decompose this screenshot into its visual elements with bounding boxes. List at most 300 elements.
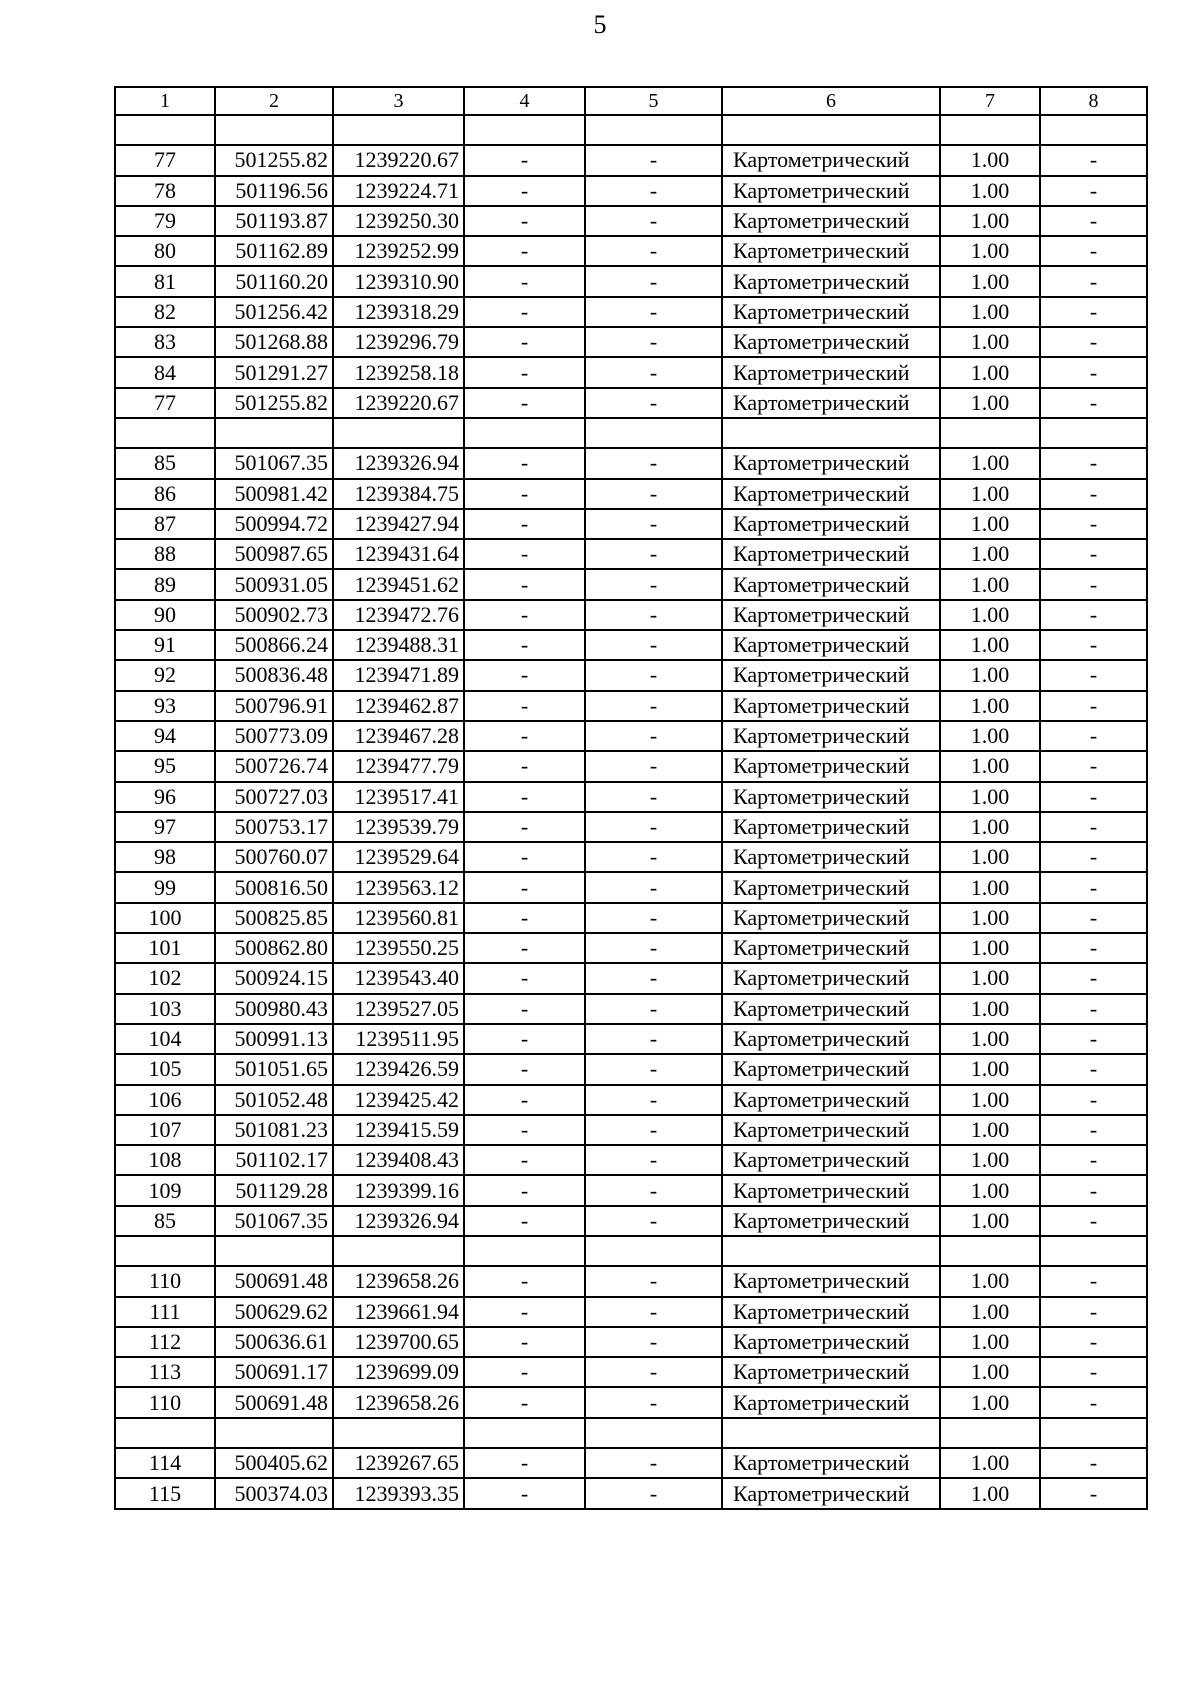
table-row bbox=[115, 782, 1147, 812]
accuracy-cell: 1.00 bbox=[940, 994, 1040, 1024]
point-number-cell: 110 bbox=[115, 1266, 215, 1296]
table-row bbox=[115, 236, 1147, 266]
method-cell: Картометрический bbox=[722, 266, 940, 296]
column-4-cell: - bbox=[464, 176, 585, 206]
method-cell: Картометрический bbox=[722, 751, 940, 781]
y-coordinate-cell: 1239267.65 bbox=[333, 1448, 464, 1478]
column-8-cell: - bbox=[1040, 266, 1147, 296]
method-cell: Картометрический bbox=[722, 933, 940, 963]
column-4-cell: - bbox=[464, 1357, 585, 1387]
column-4-cell: - bbox=[464, 1478, 585, 1508]
table-row bbox=[115, 721, 1147, 751]
accuracy-cell: 1.00 bbox=[940, 327, 1040, 357]
point-number-cell: 112 bbox=[115, 1327, 215, 1357]
column-8-cell: - bbox=[1040, 903, 1147, 933]
y-coordinate-cell bbox=[333, 1236, 464, 1266]
accuracy-cell: 1.00 bbox=[940, 479, 1040, 509]
y-coordinate-cell: 1239296.79 bbox=[333, 327, 464, 357]
point-number-cell bbox=[115, 418, 215, 448]
column-8-cell: - bbox=[1040, 1085, 1147, 1115]
method-cell: Картометрический bbox=[722, 721, 940, 751]
method-cell: Картометрический bbox=[722, 812, 940, 842]
point-number-cell: 115 bbox=[115, 1478, 215, 1508]
method-cell: Картометрический bbox=[722, 206, 940, 236]
method-cell bbox=[722, 1236, 940, 1266]
accuracy-cell: 1.00 bbox=[940, 1085, 1040, 1115]
column-header: 7 bbox=[940, 87, 1040, 115]
column-4-cell: - bbox=[464, 1054, 585, 1084]
column-4-cell: - bbox=[464, 1327, 585, 1357]
column-4-cell bbox=[464, 115, 585, 145]
y-coordinate-cell: 1239425.42 bbox=[333, 1085, 464, 1115]
method-cell: Картометрический bbox=[722, 1145, 940, 1175]
column-header: 8 bbox=[1040, 87, 1147, 115]
table-row bbox=[115, 751, 1147, 781]
column-5-cell: - bbox=[585, 1175, 722, 1205]
point-number-cell: 92 bbox=[115, 660, 215, 690]
table-row bbox=[115, 600, 1147, 630]
column-5-cell: - bbox=[585, 569, 722, 599]
method-cell: Картометрический bbox=[722, 448, 940, 478]
x-coordinate-cell: 500862.80 bbox=[215, 933, 333, 963]
point-number-cell: 110 bbox=[115, 1387, 215, 1417]
column-4-cell: - bbox=[464, 1145, 585, 1175]
y-coordinate-cell: 1239543.40 bbox=[333, 963, 464, 993]
point-number-cell: 96 bbox=[115, 782, 215, 812]
method-cell: Картометрический bbox=[722, 1478, 940, 1508]
table-row bbox=[115, 1297, 1147, 1327]
column-5-cell: - bbox=[585, 903, 722, 933]
separator-row bbox=[115, 1418, 1147, 1448]
method-cell: Картометрический bbox=[722, 357, 940, 387]
point-number-cell bbox=[115, 115, 215, 145]
column-4-cell: - bbox=[464, 600, 585, 630]
x-coordinate-cell: 501255.82 bbox=[215, 388, 333, 418]
point-number-cell: 104 bbox=[115, 1024, 215, 1054]
table-row bbox=[115, 448, 1147, 478]
table-row bbox=[115, 1327, 1147, 1357]
x-coordinate-cell: 501051.65 bbox=[215, 1054, 333, 1084]
column-8-cell: - bbox=[1040, 994, 1147, 1024]
x-coordinate-cell: 500691.48 bbox=[215, 1387, 333, 1417]
x-coordinate-cell: 501162.89 bbox=[215, 236, 333, 266]
column-4-cell: - bbox=[464, 266, 585, 296]
point-number-cell: 85 bbox=[115, 448, 215, 478]
accuracy-cell: 1.00 bbox=[940, 1206, 1040, 1236]
y-coordinate-cell: 1239477.79 bbox=[333, 751, 464, 781]
table-row bbox=[115, 297, 1147, 327]
table-row bbox=[115, 691, 1147, 721]
accuracy-cell: 1.00 bbox=[940, 1297, 1040, 1327]
x-coordinate-cell: 500994.72 bbox=[215, 509, 333, 539]
column-5-cell: - bbox=[585, 600, 722, 630]
accuracy-cell: 1.00 bbox=[940, 448, 1040, 478]
separator-row bbox=[115, 115, 1147, 145]
method-cell: Картометрический bbox=[722, 1115, 940, 1145]
y-coordinate-cell: 1239415.59 bbox=[333, 1115, 464, 1145]
accuracy-cell: 1.00 bbox=[940, 1357, 1040, 1387]
y-coordinate-cell bbox=[333, 418, 464, 448]
x-coordinate-cell: 501067.35 bbox=[215, 1206, 333, 1236]
y-coordinate-cell: 1239658.26 bbox=[333, 1266, 464, 1296]
y-coordinate-cell: 1239700.65 bbox=[333, 1327, 464, 1357]
column-5-cell: - bbox=[585, 630, 722, 660]
column-4-cell bbox=[464, 1418, 585, 1448]
point-number-cell: 87 bbox=[115, 509, 215, 539]
column-4-cell: - bbox=[464, 1448, 585, 1478]
accuracy-cell: 1.00 bbox=[940, 266, 1040, 296]
point-number-cell: 85 bbox=[115, 1206, 215, 1236]
column-5-cell: - bbox=[585, 176, 722, 206]
column-4-cell: - bbox=[464, 1024, 585, 1054]
y-coordinate-cell: 1239258.18 bbox=[333, 357, 464, 387]
column-5-cell: - bbox=[585, 1478, 722, 1508]
y-coordinate-cell: 1239220.67 bbox=[333, 145, 464, 175]
column-8-cell bbox=[1040, 418, 1147, 448]
x-coordinate-cell: 501052.48 bbox=[215, 1085, 333, 1115]
column-header: 2 bbox=[215, 87, 333, 115]
point-number-cell: 79 bbox=[115, 206, 215, 236]
column-4-cell: - bbox=[464, 842, 585, 872]
table-row bbox=[115, 388, 1147, 418]
column-5-cell: - bbox=[585, 388, 722, 418]
method-cell: Картометрический bbox=[722, 327, 940, 357]
column-4-cell: - bbox=[464, 236, 585, 266]
method-cell: Картометрический bbox=[722, 872, 940, 902]
y-coordinate-cell: 1239472.76 bbox=[333, 600, 464, 630]
column-5-cell: - bbox=[585, 236, 722, 266]
point-number-cell: 101 bbox=[115, 933, 215, 963]
method-cell: Картометрический bbox=[722, 1024, 940, 1054]
x-coordinate-cell: 500691.17 bbox=[215, 1357, 333, 1387]
method-cell: Картометрический bbox=[722, 842, 940, 872]
accuracy-cell: 1.00 bbox=[940, 782, 1040, 812]
y-coordinate-cell: 1239408.43 bbox=[333, 1145, 464, 1175]
accuracy-cell bbox=[940, 1418, 1040, 1448]
x-coordinate-cell bbox=[215, 1418, 333, 1448]
column-4-cell: - bbox=[464, 903, 585, 933]
table-row bbox=[115, 963, 1147, 993]
accuracy-cell bbox=[940, 418, 1040, 448]
x-coordinate-cell: 501193.87 bbox=[215, 206, 333, 236]
y-coordinate-cell: 1239431.64 bbox=[333, 539, 464, 569]
point-number-cell: 107 bbox=[115, 1115, 215, 1145]
column-4-cell: - bbox=[464, 569, 585, 599]
column-4-cell: - bbox=[464, 1085, 585, 1115]
y-coordinate-cell: 1239427.94 bbox=[333, 509, 464, 539]
column-5-cell: - bbox=[585, 1387, 722, 1417]
column-5-cell: - bbox=[585, 872, 722, 902]
point-number-cell: 105 bbox=[115, 1054, 215, 1084]
point-number-cell: 97 bbox=[115, 812, 215, 842]
x-coordinate-cell bbox=[215, 418, 333, 448]
table-row bbox=[115, 1115, 1147, 1145]
column-8-cell: - bbox=[1040, 872, 1147, 902]
y-coordinate-cell: 1239252.99 bbox=[333, 236, 464, 266]
column-5-cell: - bbox=[585, 539, 722, 569]
column-4-cell: - bbox=[464, 963, 585, 993]
method-cell: Картометрический bbox=[722, 1387, 940, 1417]
column-4-cell: - bbox=[464, 1206, 585, 1236]
column-5-cell: - bbox=[585, 509, 722, 539]
column-5-cell: - bbox=[585, 1357, 722, 1387]
y-coordinate-cell: 1239511.95 bbox=[333, 1024, 464, 1054]
column-4-cell: - bbox=[464, 1175, 585, 1205]
y-coordinate-cell: 1239451.62 bbox=[333, 569, 464, 599]
table-row bbox=[115, 479, 1147, 509]
accuracy-cell: 1.00 bbox=[940, 933, 1040, 963]
x-coordinate-cell: 500825.85 bbox=[215, 903, 333, 933]
column-4-cell: - bbox=[464, 509, 585, 539]
x-coordinate-cell: 500981.42 bbox=[215, 479, 333, 509]
point-number-cell: 93 bbox=[115, 691, 215, 721]
y-coordinate-cell: 1239550.25 bbox=[333, 933, 464, 963]
x-coordinate-cell: 500636.61 bbox=[215, 1327, 333, 1357]
table-row bbox=[115, 1448, 1147, 1478]
accuracy-cell bbox=[940, 115, 1040, 145]
table-row bbox=[115, 630, 1147, 660]
y-coordinate-cell: 1239326.94 bbox=[333, 1206, 464, 1236]
column-5-cell: - bbox=[585, 1206, 722, 1236]
method-cell: Картометрический bbox=[722, 660, 940, 690]
x-coordinate-cell: 500727.03 bbox=[215, 782, 333, 812]
method-cell: Картометрический bbox=[722, 994, 940, 1024]
accuracy-cell: 1.00 bbox=[940, 297, 1040, 327]
y-coordinate-cell: 1239467.28 bbox=[333, 721, 464, 751]
y-coordinate-cell: 1239318.29 bbox=[333, 297, 464, 327]
accuracy-cell: 1.00 bbox=[940, 1478, 1040, 1508]
separator-row bbox=[115, 418, 1147, 448]
x-coordinate-cell: 500931.05 bbox=[215, 569, 333, 599]
x-coordinate-cell: 501255.82 bbox=[215, 145, 333, 175]
point-number-cell: 89 bbox=[115, 569, 215, 599]
column-4-cell: - bbox=[464, 145, 585, 175]
table-row bbox=[115, 569, 1147, 599]
method-cell: Картометрический bbox=[722, 1327, 940, 1357]
y-coordinate-cell: 1239488.31 bbox=[333, 630, 464, 660]
column-4-cell: - bbox=[464, 357, 585, 387]
column-header: 3 bbox=[333, 87, 464, 115]
method-cell bbox=[722, 115, 940, 145]
method-cell: Картометрический bbox=[722, 388, 940, 418]
column-4-cell: - bbox=[464, 388, 585, 418]
y-coordinate-cell: 1239224.71 bbox=[333, 176, 464, 206]
method-cell bbox=[722, 418, 940, 448]
column-5-cell: - bbox=[585, 1327, 722, 1357]
x-coordinate-cell: 501291.27 bbox=[215, 357, 333, 387]
table-row bbox=[115, 660, 1147, 690]
column-4-cell: - bbox=[464, 539, 585, 569]
table-row bbox=[115, 509, 1147, 539]
accuracy-cell: 1.00 bbox=[940, 1266, 1040, 1296]
x-coordinate-cell bbox=[215, 115, 333, 145]
y-coordinate-cell: 1239426.59 bbox=[333, 1054, 464, 1084]
table-row bbox=[115, 903, 1147, 933]
table-row bbox=[115, 266, 1147, 296]
column-8-cell: - bbox=[1040, 1054, 1147, 1084]
point-number-cell: 90 bbox=[115, 600, 215, 630]
column-5-cell: - bbox=[585, 1297, 722, 1327]
column-8-cell bbox=[1040, 1236, 1147, 1266]
method-cell: Картометрический bbox=[722, 297, 940, 327]
accuracy-cell: 1.00 bbox=[940, 1175, 1040, 1205]
column-4-cell bbox=[464, 418, 585, 448]
y-coordinate-cell: 1239462.87 bbox=[333, 691, 464, 721]
accuracy-cell: 1.00 bbox=[940, 600, 1040, 630]
point-number-cell: 102 bbox=[115, 963, 215, 993]
x-coordinate-cell: 501256.42 bbox=[215, 297, 333, 327]
column-8-cell: - bbox=[1040, 145, 1147, 175]
accuracy-cell: 1.00 bbox=[940, 1054, 1040, 1084]
column-header: 1 bbox=[115, 87, 215, 115]
table-body bbox=[115, 87, 1147, 1509]
column-8-cell: - bbox=[1040, 1478, 1147, 1508]
method-cell bbox=[722, 1418, 940, 1448]
table-row bbox=[115, 1357, 1147, 1387]
x-coordinate-cell: 500866.24 bbox=[215, 630, 333, 660]
y-coordinate-cell: 1239699.09 bbox=[333, 1357, 464, 1387]
column-5-cell: - bbox=[585, 206, 722, 236]
table-row bbox=[115, 812, 1147, 842]
column-4-cell: - bbox=[464, 1387, 585, 1417]
table-row bbox=[115, 933, 1147, 963]
column-8-cell: - bbox=[1040, 388, 1147, 418]
x-coordinate-cell: 500836.48 bbox=[215, 660, 333, 690]
column-8-cell: - bbox=[1040, 357, 1147, 387]
x-coordinate-cell: 501129.28 bbox=[215, 1175, 333, 1205]
column-4-cell: - bbox=[464, 751, 585, 781]
column-5-cell: - bbox=[585, 1145, 722, 1175]
method-cell: Картометрический bbox=[722, 479, 940, 509]
accuracy-cell: 1.00 bbox=[940, 145, 1040, 175]
method-cell: Картометрический bbox=[722, 782, 940, 812]
x-coordinate-cell: 500753.17 bbox=[215, 812, 333, 842]
column-5-cell: - bbox=[585, 448, 722, 478]
column-8-cell: - bbox=[1040, 479, 1147, 509]
accuracy-cell bbox=[940, 1236, 1040, 1266]
x-coordinate-cell: 500760.07 bbox=[215, 842, 333, 872]
point-number-cell: 111 bbox=[115, 1297, 215, 1327]
table-row bbox=[115, 145, 1147, 175]
accuracy-cell: 1.00 bbox=[940, 721, 1040, 751]
column-8-cell: - bbox=[1040, 1327, 1147, 1357]
accuracy-cell: 1.00 bbox=[940, 569, 1040, 599]
column-8-cell: - bbox=[1040, 1266, 1147, 1296]
column-8-cell: - bbox=[1040, 206, 1147, 236]
y-coordinate-cell: 1239539.79 bbox=[333, 812, 464, 842]
column-5-cell bbox=[585, 115, 722, 145]
column-5-cell: - bbox=[585, 1054, 722, 1084]
column-5-cell bbox=[585, 1236, 722, 1266]
x-coordinate-cell: 500726.74 bbox=[215, 751, 333, 781]
column-4-cell: - bbox=[464, 812, 585, 842]
y-coordinate-cell: 1239661.94 bbox=[333, 1297, 464, 1327]
column-8-cell: - bbox=[1040, 842, 1147, 872]
accuracy-cell: 1.00 bbox=[940, 509, 1040, 539]
column-4-cell: - bbox=[464, 1266, 585, 1296]
column-5-cell: - bbox=[585, 751, 722, 781]
accuracy-cell: 1.00 bbox=[940, 691, 1040, 721]
accuracy-cell: 1.00 bbox=[940, 236, 1040, 266]
x-coordinate-cell: 500691.48 bbox=[215, 1266, 333, 1296]
table-row bbox=[115, 539, 1147, 569]
y-coordinate-cell: 1239384.75 bbox=[333, 479, 464, 509]
point-number-cell: 82 bbox=[115, 297, 215, 327]
y-coordinate-cell bbox=[333, 1418, 464, 1448]
point-number-cell: 94 bbox=[115, 721, 215, 751]
point-number-cell: 84 bbox=[115, 357, 215, 387]
method-cell: Картометрический bbox=[722, 176, 940, 206]
column-5-cell: - bbox=[585, 933, 722, 963]
column-8-cell bbox=[1040, 1418, 1147, 1448]
column-4-cell: - bbox=[464, 630, 585, 660]
accuracy-cell: 1.00 bbox=[940, 812, 1040, 842]
y-coordinate-cell: 1239658.26 bbox=[333, 1387, 464, 1417]
point-number-cell: 78 bbox=[115, 176, 215, 206]
column-8-cell: - bbox=[1040, 812, 1147, 842]
column-8-cell: - bbox=[1040, 1357, 1147, 1387]
table-row bbox=[115, 994, 1147, 1024]
column-8-cell: - bbox=[1040, 1175, 1147, 1205]
method-cell: Картометрический bbox=[722, 600, 940, 630]
column-8-cell: - bbox=[1040, 1387, 1147, 1417]
point-number-cell: 86 bbox=[115, 479, 215, 509]
method-cell: Картометрический bbox=[722, 509, 940, 539]
column-8-cell: - bbox=[1040, 933, 1147, 963]
accuracy-cell: 1.00 bbox=[940, 903, 1040, 933]
column-8-cell: - bbox=[1040, 509, 1147, 539]
accuracy-cell: 1.00 bbox=[940, 1448, 1040, 1478]
column-4-cell: - bbox=[464, 1115, 585, 1145]
x-coordinate-cell: 500902.73 bbox=[215, 600, 333, 630]
table-row bbox=[115, 872, 1147, 902]
accuracy-cell: 1.00 bbox=[940, 872, 1040, 902]
x-coordinate-cell: 501102.17 bbox=[215, 1145, 333, 1175]
y-coordinate-cell: 1239326.94 bbox=[333, 448, 464, 478]
column-4-cell: - bbox=[464, 691, 585, 721]
column-5-cell: - bbox=[585, 1024, 722, 1054]
column-8-cell: - bbox=[1040, 1297, 1147, 1327]
column-4-cell: - bbox=[464, 297, 585, 327]
column-5-cell: - bbox=[585, 297, 722, 327]
column-8-cell: - bbox=[1040, 569, 1147, 599]
y-coordinate-cell: 1239220.67 bbox=[333, 388, 464, 418]
table-row bbox=[115, 1206, 1147, 1236]
method-cell: Картометрический bbox=[722, 630, 940, 660]
accuracy-cell: 1.00 bbox=[940, 1145, 1040, 1175]
column-8-cell: - bbox=[1040, 751, 1147, 781]
accuracy-cell: 1.00 bbox=[940, 1327, 1040, 1357]
y-coordinate-cell: 1239560.81 bbox=[333, 903, 464, 933]
y-coordinate-cell: 1239399.16 bbox=[333, 1175, 464, 1205]
point-number-cell: 77 bbox=[115, 388, 215, 418]
point-number-cell: 99 bbox=[115, 872, 215, 902]
point-number-cell: 88 bbox=[115, 539, 215, 569]
point-number-cell: 81 bbox=[115, 266, 215, 296]
column-5-cell: - bbox=[585, 691, 722, 721]
column-8-cell: - bbox=[1040, 176, 1147, 206]
x-coordinate-cell: 500991.13 bbox=[215, 1024, 333, 1054]
method-cell: Картометрический bbox=[722, 1448, 940, 1478]
x-coordinate-cell: 501268.88 bbox=[215, 327, 333, 357]
column-4-cell bbox=[464, 1236, 585, 1266]
column-8-cell: - bbox=[1040, 448, 1147, 478]
column-5-cell: - bbox=[585, 1448, 722, 1478]
column-8-cell: - bbox=[1040, 1115, 1147, 1145]
method-cell: Картометрический bbox=[722, 903, 940, 933]
column-4-cell: - bbox=[464, 994, 585, 1024]
x-coordinate-cell: 500980.43 bbox=[215, 994, 333, 1024]
